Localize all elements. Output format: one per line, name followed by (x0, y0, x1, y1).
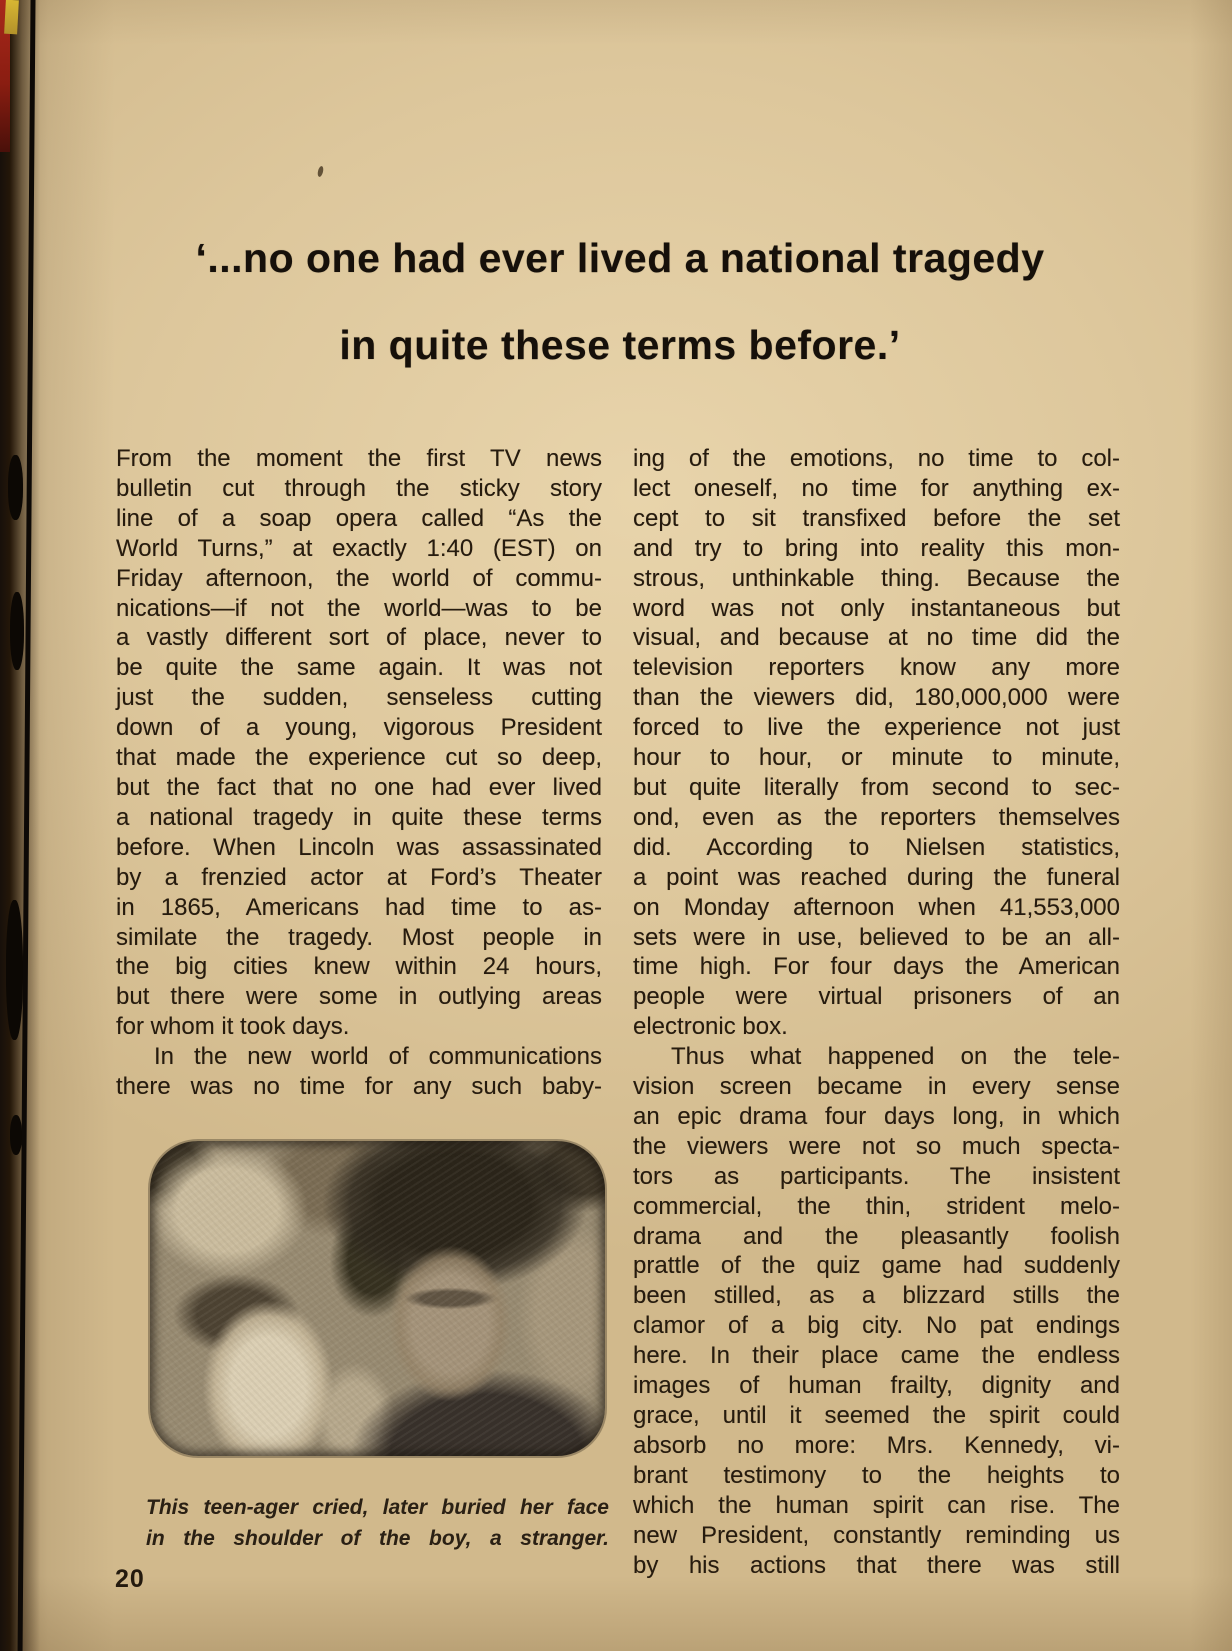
text-line: lect oneself, no time for anything ex- (633, 474, 1120, 502)
text-line: be quite the same again. It was not (116, 654, 602, 682)
text-line: a national tragedy in quite these terms (116, 803, 602, 831)
text-line: which the human spirit can rise. The (633, 1491, 1120, 1519)
text-line: down of a young, vigorous President (116, 714, 602, 742)
text-line: strous, unthinkable thing. Because the (633, 564, 1120, 592)
headline-line-2: in quite these terms before.’ (339, 322, 901, 369)
text-line: In the new world of communications (154, 1043, 602, 1071)
text-line: here. In their place came the endless (633, 1342, 1120, 1370)
text-line: This teen-ager cried, later buried her face (146, 1496, 609, 1519)
text-line: for whom it took days. (116, 1013, 350, 1041)
text-line: nications—if not the world—was to be (116, 594, 602, 622)
text-line: tors as participants. The insistent (633, 1162, 1120, 1190)
text-line: did. According to Nielsen statistics, (633, 833, 1120, 861)
text-line: drama and the pleasantly foolish (633, 1222, 1120, 1250)
text-line: ond, even as the reporters themselves (633, 803, 1120, 831)
spine-yellow-strip (4, 0, 19, 34)
spine-ink-blob (8, 455, 23, 520)
text-line: people were virtual prisoners of an (633, 983, 1120, 1011)
text-line: than the viewers did, 180,000,000 were (633, 684, 1120, 712)
tv-screen-photo (150, 1141, 605, 1456)
text-line: but quite literally from second to sec- (633, 773, 1120, 801)
text-line: Friday afternoon, the world of commu- (116, 564, 602, 592)
text-line: television reporters know any more (633, 654, 1120, 682)
text-line: visual, and because at no time did the (633, 624, 1120, 652)
text-line: by a frenzied actor at Ford’s Theater (116, 863, 602, 891)
text-line: new President, constantly reminding us (633, 1521, 1120, 1549)
text-line: ing of the emotions, no time to col- (633, 445, 1120, 472)
headline-line-1: ‘...no one had ever lived a national tragedy (195, 235, 1045, 282)
text-line: From the moment the first TV news (116, 445, 602, 472)
text-line: images of human frailty, dignity and (633, 1372, 1120, 1400)
text-line: line of a soap opera called “As the (116, 504, 602, 532)
text-line: clamor of a big city. No pat endings (633, 1312, 1120, 1340)
text-line: cept to sit transfixed before the set (633, 504, 1120, 532)
left-text-column (116, 444, 602, 1102)
text-line: absorb no more: Mrs. Kennedy, vi- (633, 1431, 1120, 1459)
spine-ink-blob (6, 900, 23, 1040)
text-line: bulletin cut through the sticky story (116, 474, 602, 502)
text-line: been stilled, as a blizzard stills the (633, 1282, 1120, 1310)
text-line: in the shoulder of the boy, a stranger. (146, 1527, 609, 1550)
spine-ink-blob (10, 1115, 22, 1155)
text-line: commercial, the thin, strident melo- (633, 1192, 1120, 1220)
text-line: word was not only instantaneous but (633, 594, 1120, 622)
text-line: similate the tragedy. Most people in (116, 923, 602, 951)
text-line: a point was reached during the funeral (633, 863, 1120, 891)
text-line: prattle of the quiz game had suddenly (633, 1252, 1120, 1280)
text-line: before. When Lincoln was assassinated (116, 833, 602, 861)
text-line: Thus what happened on the tele- (671, 1043, 1120, 1071)
text-line: in 1865, Americans had time to as- (116, 893, 602, 921)
text-line: electronic box. (633, 1013, 788, 1041)
text-line: by his actions that there was still (633, 1551, 1120, 1579)
text-line: time high. For four days the American (633, 953, 1120, 981)
text-line: just the sudden, senseless cutting (116, 684, 602, 712)
spine-ink-blob (10, 592, 24, 670)
text-line: brant testimony to the heights to (633, 1461, 1120, 1489)
text-line: vision screen became in every sense (633, 1073, 1120, 1101)
text-line: the big cities knew within 24 hours, (116, 953, 602, 981)
text-line: an epic drama four days long, in which (633, 1102, 1120, 1130)
text-line: that made the experience cut so deep, (116, 744, 602, 772)
right-text-column (633, 444, 1120, 1580)
text-line: World Turns,” at exactly 1:40 (EST) on (116, 534, 602, 562)
text-line: grace, until it seemed the spirit could (633, 1402, 1120, 1429)
photo-caption (146, 1492, 609, 1554)
paper-speck (317, 166, 325, 178)
page-number: 20 (115, 1565, 145, 1593)
text-line: but the fact that no one had ever lived (116, 773, 602, 801)
text-line: and try to bring into reality this mon- (633, 534, 1120, 562)
text-line: but there were some in outlying areas (116, 983, 602, 1011)
text-line: forced to live the experience not just (633, 714, 1120, 742)
text-line: the viewers were not so much specta- (633, 1132, 1120, 1160)
text-line: sets were in use, believed to be an all- (633, 923, 1120, 951)
text-line: there was no time for any such baby- (116, 1073, 602, 1101)
text-line: on Monday afternoon when 41,553,000 (633, 893, 1120, 921)
text-line: hour to hour, or minute to minute, (633, 744, 1120, 772)
pull-quote-headline (70, 233, 1170, 370)
text-line: a vastly different sort of place, never to (116, 624, 602, 652)
